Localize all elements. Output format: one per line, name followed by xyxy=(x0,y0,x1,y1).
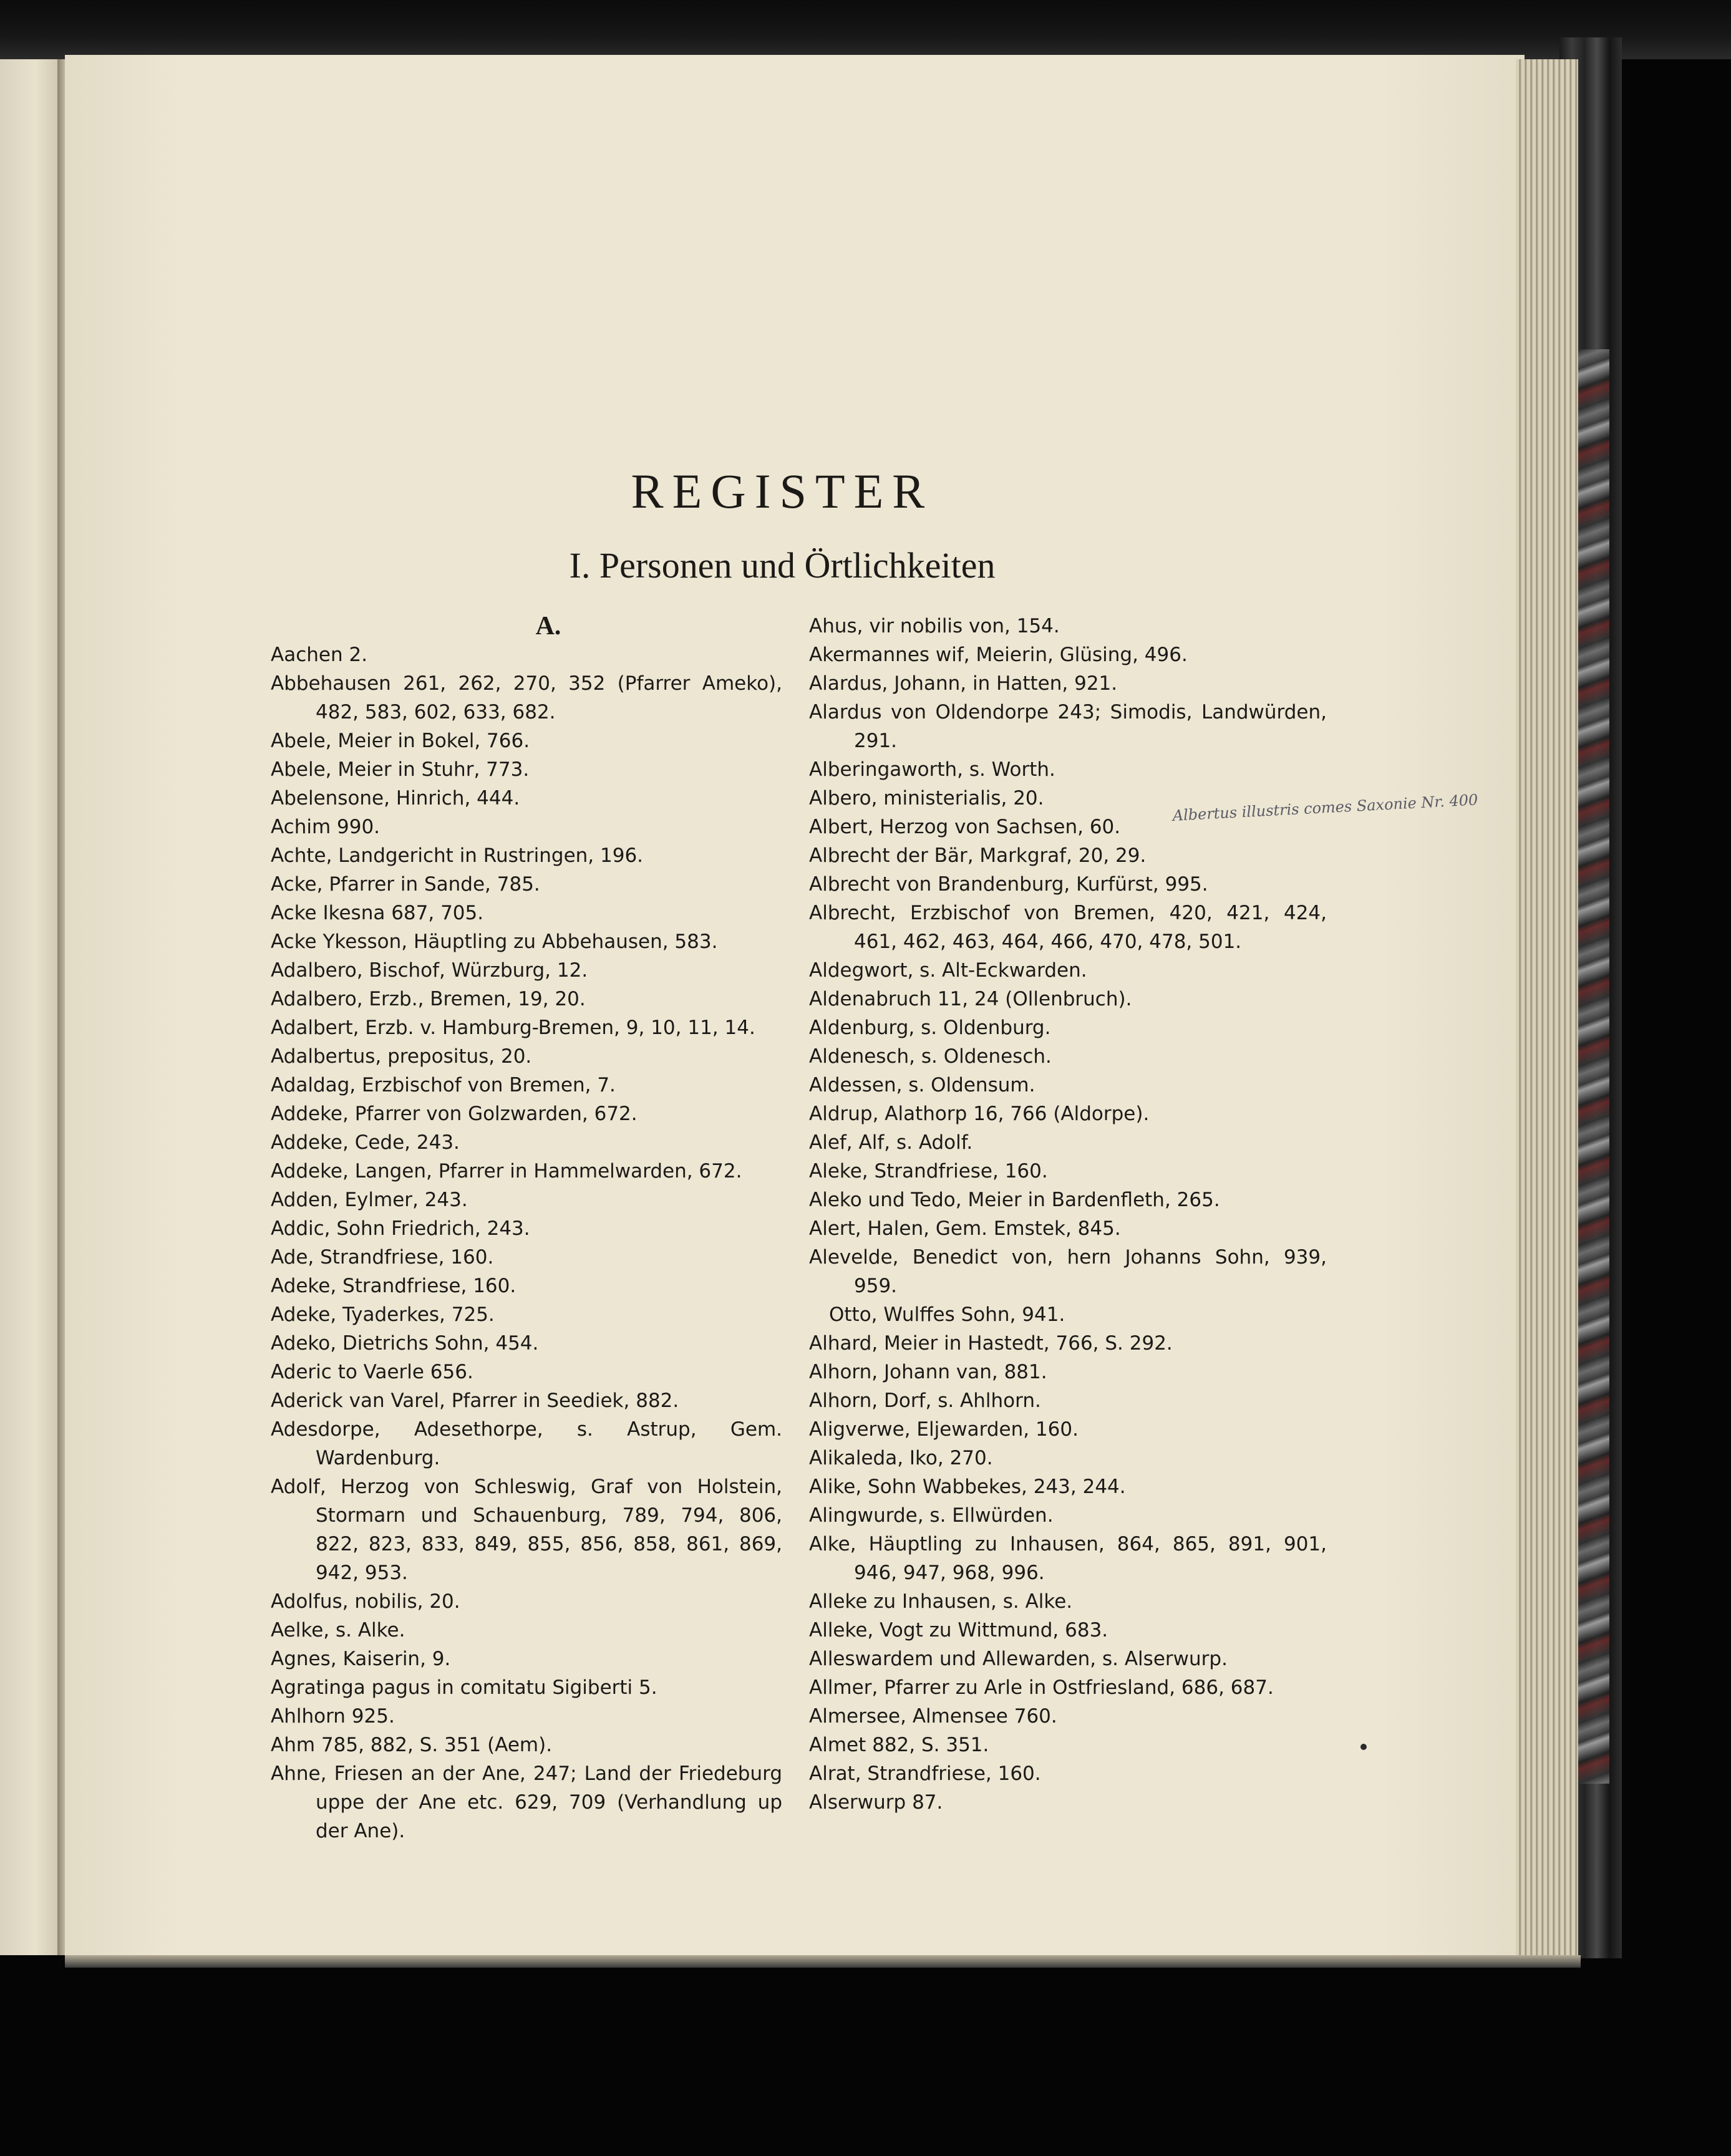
index-entry: Ahne, Friesen an der Ane, 247; Land der Friedeburg uppe der Ane etc. 629, 709 (Verhandlung up der Ane). xyxy=(271,1762,782,1842)
index-entry: Alhard, Meier in Hastedt, 766, S. 292. xyxy=(809,1332,1173,1355)
index-entry: Alikaleda, Iko, 270. xyxy=(809,1447,993,1469)
index-entry: Agratinga pagus in comitatu Sigiberti 5. xyxy=(271,1676,657,1699)
index-entry: Adaldag, Erzbischof von Bremen, 7. xyxy=(271,1074,616,1096)
index-entry: Adesdorpe, Adesethorpe, s. Astrup, Gem. Wardenburg. xyxy=(271,1418,782,1469)
index-entry: Albrecht, Erzbischof von Bremen, 420, 421, 424, 461, 462, 463, 464, 466, 470, 478, 501. xyxy=(809,902,1327,953)
index-entry: Aldenburg, s. Oldenburg. xyxy=(809,1017,1051,1039)
index-entry: Alhorn, Dorf, s. Ahlhorn. xyxy=(809,1390,1041,1412)
index-entry: Achte, Landgericht in Rustringen, 196. xyxy=(271,844,644,867)
index-entry: Aligverwe, Eljewarden, 160. xyxy=(809,1418,1079,1441)
index-entry: Adalbero, Bischof, Würzburg, 12. xyxy=(271,959,588,982)
index-entry: Alke, Häuptling zu Inhausen, 864, 865, 891, 901, 946, 947, 968, 996. xyxy=(809,1533,1327,1584)
index-entry: Almet 882, S. 351. xyxy=(809,1734,989,1756)
index-entry: Acke Ikesna 687, 705. xyxy=(271,902,484,924)
index-entry: Abele, Meier in Bokel, 766. xyxy=(271,730,530,752)
page-stack-edge xyxy=(1516,59,1578,1958)
index-entry: Aldenabruch 11, 24 (Ollenbruch). xyxy=(809,988,1132,1010)
register-page xyxy=(65,55,1525,1957)
index-entry: Aldegwort, s. Alt-Eckwarden. xyxy=(809,959,1087,982)
index-entry: Adeko, Dietrichs Sohn, 454. xyxy=(271,1332,539,1355)
index-entry: Aelke, s. Alke. xyxy=(271,1619,405,1641)
index-entry: Albrecht von Brandenburg, Kurfürst, 995. xyxy=(809,873,1208,896)
index-entry: Otto, Wulffes Sohn, 941. xyxy=(829,1303,1065,1326)
index-entry: Alike, Sohn Wabbekes, 243, 244. xyxy=(809,1476,1126,1498)
index-column-left xyxy=(271,612,782,1845)
index-entry: Adolfus, nobilis, 20. xyxy=(271,1590,460,1613)
ink-spot xyxy=(1360,1744,1367,1750)
index-entry: Achim 990. xyxy=(271,816,381,838)
index-entry: Adeke, Strandfriese, 160. xyxy=(271,1275,516,1297)
index-entry: Addeke, Langen, Pfarrer in Hammelwarden, 672. xyxy=(271,1160,742,1182)
index-entry: Almersee, Almensee 760. xyxy=(809,1705,1057,1728)
index-entry: Albrecht der Bär, Markgraf, 20, 29. xyxy=(809,844,1147,867)
index-entry: Alert, Halen, Gem. Emstek, 845. xyxy=(809,1217,1121,1240)
left-page-edge xyxy=(0,59,59,1955)
index-entry: Akermannes wif, Meierin, Glüsing, 496. xyxy=(809,644,1188,666)
section-letter: A. xyxy=(535,612,561,641)
scan-background-top xyxy=(0,0,1731,59)
index-entry: Ade, Strandfriese, 160. xyxy=(271,1246,494,1269)
index-entry: Alleke, Vogt zu Wittmund, 683. xyxy=(809,1619,1108,1641)
index-entry: Adalbertus, prepositus, 20. xyxy=(271,1045,532,1068)
index-entry: Alingwurde, s. Ellwürden. xyxy=(809,1504,1054,1527)
index-column-right xyxy=(809,612,1327,1817)
index-entry: Acke, Pfarrer in Sande, 785. xyxy=(271,873,540,896)
index-entry: Aderick van Varel, Pfarrer in Seediek, 882. xyxy=(271,1390,679,1412)
index-entry: Ahlhorn 925. xyxy=(271,1705,395,1728)
section-heading: I. Personen und Örtlichkeiten xyxy=(569,545,996,586)
page-bottom-edge xyxy=(65,1955,1581,1968)
index-entry: Allmer, Pfarrer zu Arle in Ostfriesland, 686, 687. xyxy=(809,1676,1274,1699)
index-entry: Aldessen, s. Oldensum. xyxy=(809,1074,1035,1096)
index-entry: Adeke, Tyaderkes, 725. xyxy=(271,1303,495,1326)
index-entry: Aleke, Strandfriese, 160. xyxy=(809,1160,1048,1182)
index-entry: Alevelde, Benedict von, hern Johanns Sohn, 939, 959. xyxy=(809,1246,1327,1297)
index-entry: Acke Ykesson, Häuptling zu Abbehausen, 583. xyxy=(271,931,718,953)
marbled-cover xyxy=(1578,349,1609,1784)
page-title: REGISTER xyxy=(631,464,934,518)
index-entry: Agnes, Kaiserin, 9. xyxy=(271,1648,451,1670)
index-entry: Abele, Meier in Stuhr, 773. xyxy=(271,758,530,781)
index-entry: Ahus, vir nobilis von, 154. xyxy=(809,615,1060,637)
index-entry: Abelensone, Hinrich, 444. xyxy=(271,787,520,810)
index-entry: Adolf, Herzog von Schleswig, Graf von Holstein, Stormarn und Schauenburg, 789, 794, 806, 822, 823, 833, 849, 855, 856, 858, 861, 869, 942, 953. xyxy=(271,1476,782,1584)
index-entry: Alleke zu Inhausen, s. Alke. xyxy=(809,1590,1073,1613)
index-entry: Ahm 785, 882, S. 351 (Aem). xyxy=(271,1734,553,1756)
index-entry: Adden, Eylmer, 243. xyxy=(271,1189,468,1211)
index-entry: Aldenesch, s. Oldenesch. xyxy=(809,1045,1052,1068)
index-entry: Albert, Herzog von Sachsen, 60. xyxy=(809,816,1121,838)
index-entry: Alrat, Strandfriese, 160. xyxy=(809,1762,1041,1785)
index-entry: Aleko und Tedo, Meier in Bardenfleth, 265. xyxy=(809,1189,1220,1211)
index-entry: Alardus, Johann, in Hatten, 921. xyxy=(809,672,1118,695)
index-entry: Albero, ministerialis, 20. xyxy=(809,787,1044,810)
handwritten-note: Albertus illustris comes Saxonie Nr. 400 xyxy=(1172,791,1478,824)
index-entry: Aachen 2. xyxy=(271,644,368,666)
index-entry: Alberingaworth, s. Worth. xyxy=(809,758,1055,781)
index-entry: Adalbert, Erzb. v. Hamburg-Bremen, 9, 10, 11, 14. xyxy=(271,1017,755,1039)
index-entry: Addeke, Cede, 243. xyxy=(271,1131,460,1154)
index-entry: Addic, Sohn Friedrich, 243. xyxy=(271,1217,530,1240)
index-entry: Alleswardem und Allewarden, s. Alserwurp. xyxy=(809,1648,1228,1670)
index-entry: Alserwurp 87. xyxy=(809,1791,943,1814)
index-entry: Aldrup, Alathorp 16, 766 (Aldorpe). xyxy=(809,1103,1150,1125)
index-entry: Aderic to Vaerle 656. xyxy=(271,1361,473,1383)
index-entry: Abbehausen 261, 262, 270, 352 (Pfarrer Ameko), 482, 583, 602, 633, 682. xyxy=(271,672,782,723)
index-entry: Addeke, Pfarrer von Golzwarden, 672. xyxy=(271,1103,638,1125)
index-entry: Alardus von Oldendorpe 243; Simodis, Landwürden, 291. xyxy=(809,701,1327,752)
index-entry: Adalbero, Erzb., Bremen, 19, 20. xyxy=(271,988,586,1010)
index-entry: Alhorn, Johann van, 881. xyxy=(809,1361,1047,1383)
index-entry: Alef, Alf, s. Adolf. xyxy=(809,1131,973,1154)
